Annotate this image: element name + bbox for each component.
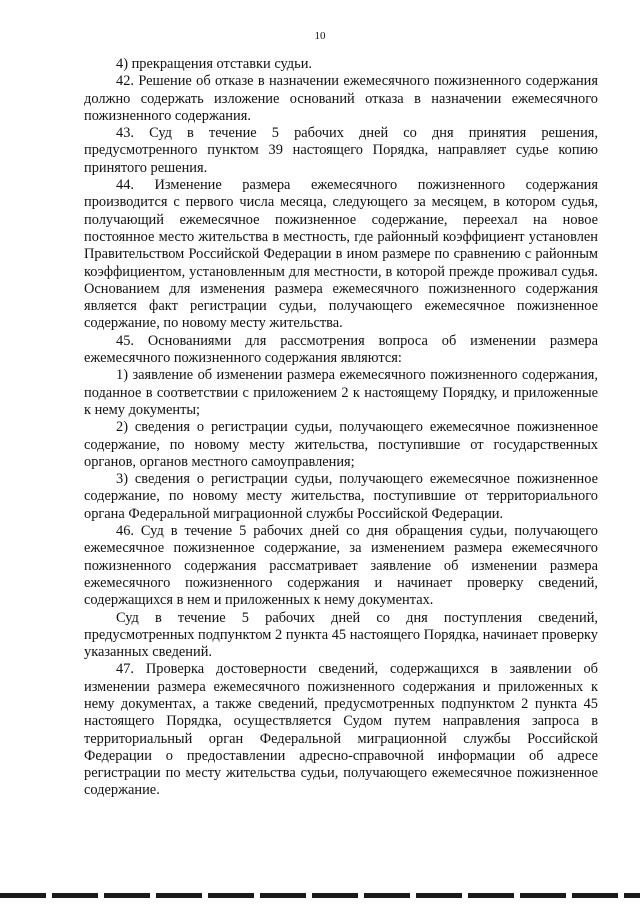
paragraph-46: 46. Суд в течение 5 рабочих дней со дня обращения судьи, получающего ежемесячное пожизненное содержание, за изменением размера ежемесячного пожизненного содержания рассматривает заявление об изменении размера ежемесячного пожизненного содержания и начинает проверку сведений, содержащихся в нем и приложенных к нему документах. xyxy=(84,523,598,609)
document-body xyxy=(84,56,598,800)
paragraph-42: 42. Решение об отказе в назначении ежемесячного пожизненного содержания должно содержать изложение оснований отказа в назначении ежемесячного пожизненного содержания. xyxy=(84,73,598,124)
paragraph-45-item-1: 1) заявление об изменении размера ежемесячного пожизненного содержания, поданное в соответствии с приложением 2 к настоящему Порядку, и приложенные к нему документы; xyxy=(84,367,598,418)
paragraph-43: 43. Суд в течение 5 рабочих дней со дня принятия решения, предусмотренного пунктом 39 настоящего Порядка, направляет судье копию принятого решения. xyxy=(84,125,598,176)
page-number: 10 xyxy=(314,30,326,42)
bottom-border-rule xyxy=(0,893,640,898)
paragraph-45-item-2: 2) сведения о регистрации судьи, получающего ежемесячное пожизненное содержание, по новому месту жительства, поступившие от государственных органов, органов местного самоуправления; xyxy=(84,419,598,470)
paragraph-45: 45. Основаниями для рассмотрения вопроса об изменении размера ежемесячного пожизненного содержания являются: xyxy=(84,332,598,367)
paragraph-47: 47. Проверка достоверности сведений, содержащихся в заявлении об изменении размера ежемесячного пожизненного содержания и приложенных к нему документах, а также сведений, предусмотренных подпунктом 2 пункта 45 настоящего Порядка, осуществляется Судом путем направления запроса в территориальный орган Федеральной миграционной службы Российской Федерации о предоставлении адресно-справочной информации об адресе регистрации по месту жительства судьи, получающего ежемесячное пожизненное содержание. xyxy=(84,661,598,799)
paragraph-46-continued: Суд в течение 5 рабочих дней со дня поступления сведений, предусмотренных подпунктом 2 пункта 45 настоящего Порядка, начинает проверку указанных сведений. xyxy=(84,609,598,661)
paragraph-45-item-3: 3) сведения о регистрации судьи, получающего ежемесячное пожизненное содержание, по новому месту жительства, поступившие от территориального органа Федеральной миграционной службы Российской Федерации. xyxy=(84,471,598,522)
paragraph-item-4: 4) прекращения отставки судьи. xyxy=(116,56,312,72)
paragraph-44: 44. Изменение размера ежемесячного пожизненного содержания производится с первого числа месяца, следующего за месяцем, в котором судья, получающий ежемесячное пожизненное содержание, переехал на новое постоянное место жительства в местность, где районный коэффициент установлен Правительством Российской Федерации в ином размере по сравнению с районным коэффициентом, установленным для местности, в которой прежде проживал судья. Основанием для изменения размера ежемесячного пожизненного содержания является факт регистрации судьи, получающего ежемесячное пожизненное содержание, по новому месту жительства. xyxy=(84,177,598,332)
